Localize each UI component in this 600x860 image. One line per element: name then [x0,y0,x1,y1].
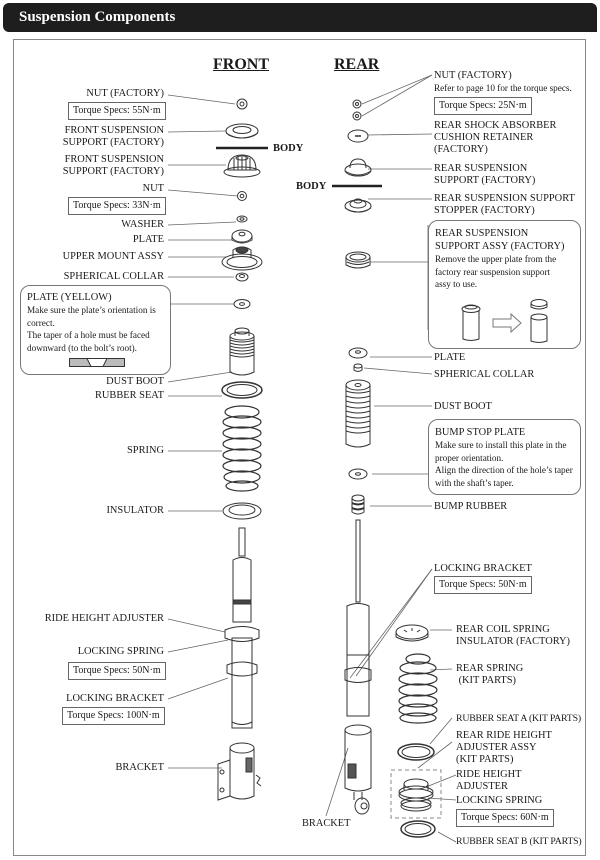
front-bracket-label: BRACKET [115,762,164,773]
rear-body-label: BODY [296,181,327,192]
front-spring [223,406,261,491]
rear-bump-stop-plate [349,469,367,479]
remove-plate-illustration [457,297,557,345]
front-plate-yellow [234,300,250,309]
rear-column-title: REAR [334,56,380,73]
front-shock-body [225,528,259,728]
front-insulator [223,503,261,519]
front-spring-label: SPRING [127,445,164,456]
rear-cushion-retainer [348,130,368,142]
rear-nut-factory-torque: Torque Specs: 25N·m [434,97,532,115]
front-support-2-label: FRONT SUSPENSION SUPPORT (FACTORY) [62,154,164,177]
front-rubber-seat-label: RUBBER SEAT [95,390,164,401]
rear-shock [345,520,371,716]
plate-taper-icon [69,358,125,368]
rear-plate [349,348,367,358]
rear-locking-spring-label: LOCKING SPRING [456,795,543,806]
front-dust-boot [230,328,254,375]
rear-rubber-seat-b-label: RUBBER SEAT B (KIT PARTS) [456,836,582,847]
front-washer [237,216,247,222]
front-plate [232,230,252,243]
front-rubber-seat [222,382,262,398]
rear-support-assy-note: REAR SUSPENSION SUPPORT ASSY (FACTORY) Remove the upper plate from the factory rear suspension support assy to use. [428,220,581,349]
rear-dust-boot [346,380,370,447]
rear-bump-rubber [352,495,364,514]
rear-support [345,159,371,176]
front-spherical-collar-label: SPHERICAL COLLAR [63,271,164,282]
rear-support-assy [346,252,370,268]
front-nut-factory-torque: Torque Specs: 55N·m [68,102,166,120]
rear-locking-bracket-label: LOCKING BRACKET [434,563,532,574]
rear-coil-spring-insulator-label: REAR COIL SPRING INSULATOR (FACTORY) [456,624,571,647]
rear-rubber-seat-a [398,744,434,760]
front-spherical-collar [236,273,248,281]
rear-locking-spring [401,798,431,811]
front-nut [238,192,247,201]
rear-coil-spring-insulator [396,625,428,641]
rear-rubber-seat-b [401,821,435,837]
front-upper-mount-label: UPPER MOUNT ASSY [62,251,164,262]
rear-bracket-label: BRACKET [302,818,351,829]
front-locking-spring-label: LOCKING SPRING [77,646,164,657]
rear-cushion-retainer-label: REAR SHOCK ABSORBER CUSHION RETAINER (FACTORY) [434,120,557,155]
rear-bump-rubber-label: BUMP RUBBER [434,501,508,512]
rear-locking-spring-torque: Torque Specs: 60N·m [456,809,554,827]
rear-spherical-collar [354,364,362,372]
front-bracket [218,743,261,800]
front-nut-factory [237,99,247,109]
rear-spherical-collar-label: SPHERICAL COLLAR [434,369,535,380]
front-support-factory-2 [224,155,260,177]
front-support-1-label: FRONT SUSPENSION SUPPORT (FACTORY) [62,125,164,148]
bump-stop-plate-note: BUMP STOP PLATE Make sure to install this plate in the proper orientation. Align the direction of the hole’s taper with the shaft’s taper. [428,419,581,495]
rear-spring-label: REAR SPRING (KIT PARTS) [456,663,524,686]
plate-yellow-note: PLATE (YELLOW) Make sure the plate’s orientation is correct. The taper of a hole must be faced downward (to the bolt’s root). [20,285,171,375]
rear-nut-2 [353,112,361,120]
rear-locking-bracket-torque: Torque Specs: 50N·m [434,576,532,594]
rear-bracket [345,725,371,814]
front-dust-boot-label: DUST BOOT [106,376,164,387]
front-upper-mount [222,247,262,270]
rear-rubber-seat-a-label: RUBBER SEAT A (KIT PARTS) [456,713,581,724]
front-plate-label: PLATE [132,234,164,245]
front-ride-height-adjuster-label: RIDE HEIGHT ADJUSTER [44,613,164,624]
front-column-title: FRONT [213,56,269,73]
rear-dust-boot-label: DUST BOOT [434,401,492,412]
front-nut-torque: Torque Specs: 33N·m [68,197,166,215]
rear-nut-1 [353,100,361,108]
front-locking-bracket-torque: Torque Specs: 100N·m [62,707,165,725]
front-nut-factory-label: NUT (FACTORY) [86,88,164,99]
front-support-factory-1 [226,124,258,138]
front-body-label: BODY [273,143,304,154]
front-insulator-label: INSULATOR [106,505,164,516]
front-locking-bracket-label: LOCKING BRACKET [66,693,164,704]
rear-support-label: REAR SUSPENSION SUPPORT (FACTORY) [434,163,536,186]
page-title: Suspension Components [19,9,176,25]
rear-plate-label: PLATE [434,352,466,363]
rear-nut-factory-label: NUT (FACTORY) [434,70,512,81]
rear-nut-factory-note: Refer to page 10 for the torque specs. [434,83,572,93]
front-nut-label: NUT [142,183,164,194]
rear-support-stopper-label: REAR SUSPENSION SUPPORT STOPPER (FACTORY) [434,193,575,216]
rear-support-stopper [345,199,371,212]
rear-spring [399,654,437,723]
front-washer-label: WASHER [121,219,164,230]
rear-ride-height-adjuster-assy-label: REAR RIDE HEIGHT ADJUSTER ASSY (KIT PARTS) [456,730,552,765]
front-locking-spring-torque: Torque Specs: 50N·m [68,662,166,680]
rear-ride-height-adjuster-label: RIDE HEIGHT ADJUSTER [456,769,522,792]
